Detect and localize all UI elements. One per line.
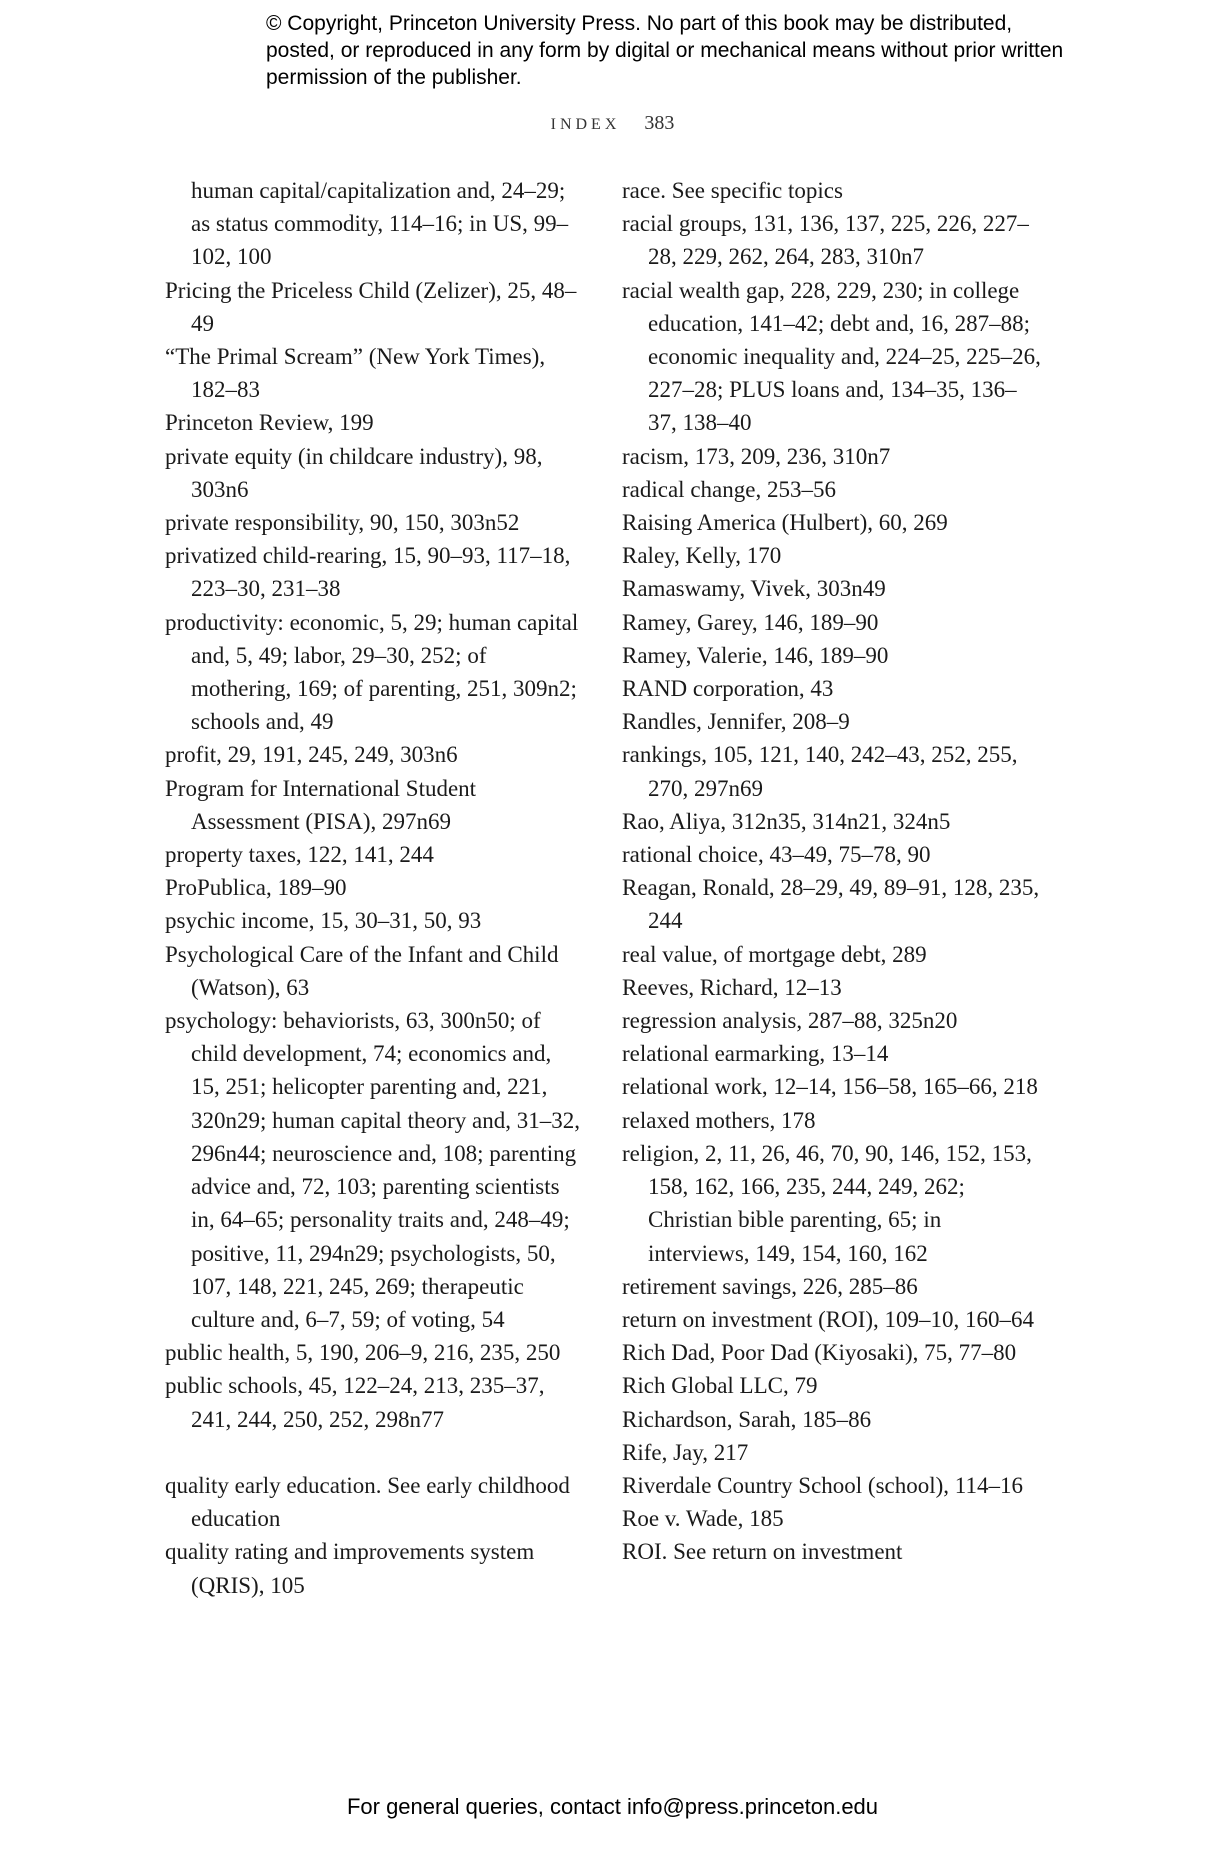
page-number: 383 <box>644 112 675 134</box>
index-entry: Princeton Review, 199 <box>165 410 374 436</box>
index-column-left <box>165 174 585 1602</box>
index-entry: quality rating and improvements system (QRIS), 105 <box>165 1539 535 1598</box>
index-entry: rankings, 105, 121, 140, 242–43, 252, 255, 270, 297n69 <box>622 742 1018 801</box>
index-entry: Reeves, Richard, 12–13 <box>622 974 842 1000</box>
index-entry: ROI. See return on investment <box>622 1539 903 1565</box>
index-entry: ProPublica, 189–90 <box>165 875 347 901</box>
index-entry: quality early education. See early childhood education <box>165 1472 570 1532</box>
index-entry: Ramaswamy, Vivek, 303n49 <box>622 576 886 602</box>
index-entry: retirement savings, 226, 285–86 <box>622 1273 918 1299</box>
index-entry: Rao, Aliya, 312n35, 314n21, 324n5 <box>622 808 951 834</box>
index-entry: Raley, Kelly, 170 <box>622 543 782 569</box>
index-column-right <box>622 174 1042 1569</box>
index-entry: Randles, Jennifer, 208–9 <box>622 709 850 735</box>
index-entry: Rich Global LLC, 79 <box>622 1373 818 1399</box>
index-entry: psychic income, 15, 30–31, 50, 93 <box>165 908 482 934</box>
contact-footer: For general queries, contact info@press.princeton.edu <box>346 1794 879 1819</box>
index-entry: Richardson, Sarah, 185–86 <box>622 1406 872 1432</box>
index-entry: rational choice, 43–49, 75–78, 90 <box>622 842 931 868</box>
index-entry: Rich Dad, Poor Dad (Kiyosaki), 75, 77–80 <box>622 1340 1017 1366</box>
index-entry: radical change, 253–56 <box>622 476 836 502</box>
letter-group-gap <box>165 1436 585 1469</box>
index-entry: public health, 5, 190, 206–9, 216, 235, 250 <box>165 1340 561 1366</box>
index-entry: profit, 29, 191, 245, 249, 303n6 <box>165 742 458 768</box>
index-entry: Program for International Student Assessment (PISA), 297n69 <box>165 775 477 834</box>
index-entry: racism, 173, 209, 236, 310n7 <box>622 443 891 469</box>
index-entry: human capital/capitalization and, 24–29; as status commodity, 114–16; in US, 99–102, 100 <box>191 178 569 270</box>
index-entry: private equity (in childcare industry), 98, 303n6 <box>165 443 543 502</box>
index-entry: Pricing the Priceless Child (Zelizer), 25, 48–49 <box>165 277 577 336</box>
index-entry: Psychological Care of the Infant and Child (Watson), 63 <box>165 941 559 1000</box>
index-entry: productivity: economic, 5, 29; human capital and, 5, 49; labor, 29–30, 252; of mothering, 169; of parenting, 251, 309n2; schools and, 49 <box>165 609 579 735</box>
index-entry: race. See specific topics <box>622 178 843 203</box>
index-entry: regression analysis, 287–88, 325n20 <box>622 1008 958 1034</box>
index-entry: Raising America (Hulbert), 60, 269 <box>622 510 948 536</box>
index-entry: privatized child-rearing, 15, 90–93, 117–18, 223–30, 231–38 <box>165 543 571 602</box>
index-entry: public schools, 45, 122–24, 213, 235–37, 241, 244, 250, 252, 298n77 <box>165 1373 545 1432</box>
index-entry: Reagan, Ronald, 28–29, 49, 89–91, 128, 235, 244 <box>622 875 1040 934</box>
index-entry: RAND corporation, 43 <box>622 676 834 702</box>
index-entry: Ramey, Valerie, 146, 189–90 <box>622 642 889 668</box>
index-entry: racial groups, 131, 136, 137, 225, 226, 227–28, 229, 262, 264, 283, 310n7 <box>622 211 1029 270</box>
index-entry: Rife, Jay, 217 <box>622 1439 749 1465</box>
index-entry: religion, 2, 11, 26, 46, 70, 90, 146, 152, 153, 158, 162, 166, 235, 244, 249, 262; Christian bible parenting, 65; in interviews, 149, 154, 160, 162 <box>622 1140 1032 1266</box>
copyright-notice: © Copyright, Princeton University Press. No part of this book may be distributed, posted, or reproduced in any form by digital or mechanical means without prior written permission of the publisher. <box>266 12 1064 89</box>
index-entry: private responsibility, 90, 150, 303n52 <box>165 510 520 536</box>
running-head-label: INDEX <box>550 116 621 133</box>
index-entry: property taxes, 122, 141, 244 <box>165 842 434 868</box>
index-entry: return on investment (ROI), 109–10, 160–64 <box>622 1306 1035 1332</box>
index-entry: Riverdale Country School (school), 114–16 <box>622 1472 1023 1498</box>
index-entry: real value, of mortgage debt, 289 <box>622 941 927 967</box>
index-entry: relational earmarking, 13–14 <box>622 1041 889 1067</box>
index-entry: relational work, 12–14, 156–58, 165–66, 218 <box>622 1074 1038 1100</box>
index-entry: psychology: behaviorists, 63, 300n50; of child development, 74; economics and, 15, 251; helicopter parenting and, 221, 320n29; human capital theory and, 31–32, 296n44; neuroscience and, 108; parenting advice and, 72, 103; parenting scientists in, 64–65; personality traits and, 248–49; positive, 11, 294n29; psychologists, 50, 107, 148, 221, 245, 269; therapeutic culture and, 6–7, 59; of voting, 54 <box>165 1008 581 1332</box>
index-entry: racial wealth gap, 228, 229, 230; in college education, 141–42; debt and, 16, 287–88; economic inequality and, 224–25, 225–26, 227–28; PLUS loans and, 134–35, 136–37, 138–40 <box>622 277 1041 436</box>
index-entry: Roe v. Wade, 185 <box>622 1506 784 1532</box>
running-head <box>0 112 1225 135</box>
index-entry: relaxed mothers, 178 <box>622 1107 816 1133</box>
index-entry: “The Primal Scream” (New York Times), 182–83 <box>165 344 546 403</box>
index-entry: Ramey, Garey, 146, 189–90 <box>622 609 879 635</box>
